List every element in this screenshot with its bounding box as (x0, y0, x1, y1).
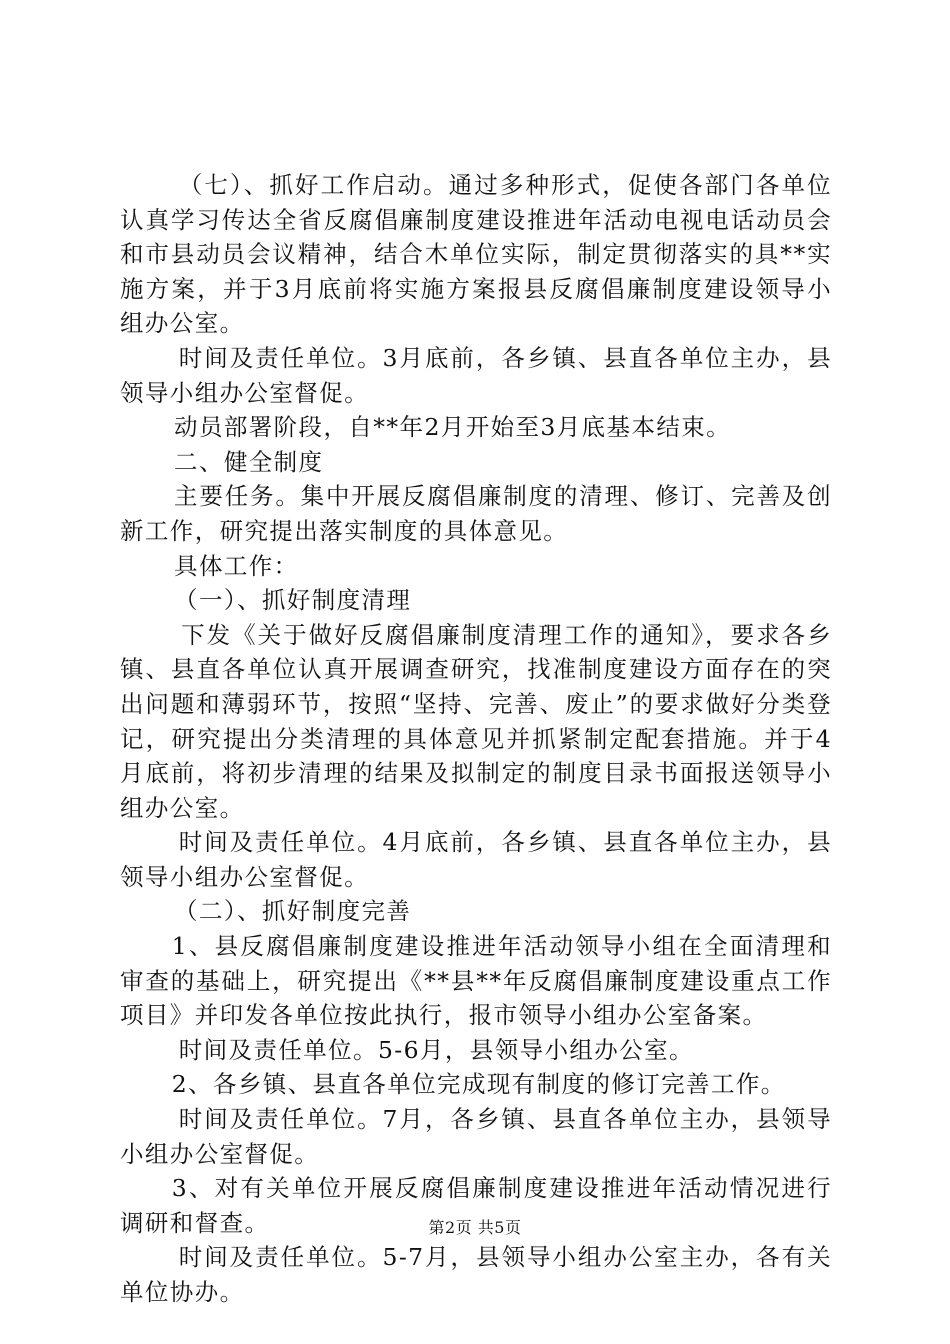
paragraph-specific-work: 具体工作： (174, 551, 299, 580)
page-number-footer: 第2页 共5页 (428, 1218, 522, 1237)
paragraph-time-responsibility-3: 时间及责任单位。5-6月，县领导小组办公室。 (178, 1035, 694, 1064)
paragraph-cleanup-notice: 下发《关于做好反腐倡廉制度清理工作的通知》，要求各乡镇、县直各单位认真开展调查研究，找准制度建设方面存在的突出问题和薄弱环节，按照“坚持、完善、废止”的要求做好分类登记，研究提出分类清理的具体意见并抓紧制定配套措施。并于4月底前，将初步清理的结果及拟制定的制度目录书面报送领导小组办公室。 (120, 620, 832, 822)
paragraph-time-responsibility-5: 时间及责任单位。5-7月，县领导小组办公室主办，各有关单位协办。 (120, 1243, 832, 1306)
section-heading-improve-system: 二、健全制度 (174, 447, 324, 476)
paragraph-work-launch: （七）、抓好工作启动。通过多种形式，促使各部门各单位认真学习传达全省反腐倡廉制度建设推进年活动电视电话动员会和市县动员会议精神，结合木单位实际，制定贯彻落实的具**实施方案，并于3月底前将实施方案报县反腐倡廉制度建设领导小组办公室。 (120, 171, 832, 338)
paragraph-item-2: 2、各乡镇、县直各单位完成现有制度的修订完善工作。 (171, 1070, 786, 1099)
subheading-system-improvement: （二）、抓好制度完善 (174, 897, 412, 926)
paragraph-time-responsibility-1: 时间及责任单位。3月底前，各乡镇、县直各单位主办，县领导小组办公室督促。 (120, 343, 832, 407)
paragraph-time-responsibility-2: 时间及责任单位。4月底前，各乡镇、县直各单位主办，县领导小组办公室督促。 (120, 828, 832, 891)
paragraph-main-tasks: 主要任务。集中开展反腐倡廉制度的清理、修订、完善及创新工作，研究提出落实制度的具体意见。 (120, 482, 832, 545)
paragraph-time-responsibility-4: 时间及责任单位。7月，各乡镇、县直各单位主办，县领导小组办公室督促。 (120, 1105, 832, 1168)
subheading-system-cleanup: （一）、抓好制度清理 (174, 586, 412, 615)
paragraph-item-3: 3、对有关单位开展反腐倡廉制度建设推进年活动情况进行调研和督查。 (120, 1174, 832, 1237)
paragraph-mobilization-stage: 动员部署阶段，自**年2月开始至3月底基本结束。 (174, 413, 732, 442)
document-body (120, 168, 832, 1310)
paragraph-item-1: 1、县反腐倡廉制度建设推进年活动领导小组在全面清理和审查的基础上，研究提出《**县**年反腐倡廉制度建设重点工作项目》并印发各单位按此执行，报市领导小组办公室备案。 (120, 932, 832, 1030)
